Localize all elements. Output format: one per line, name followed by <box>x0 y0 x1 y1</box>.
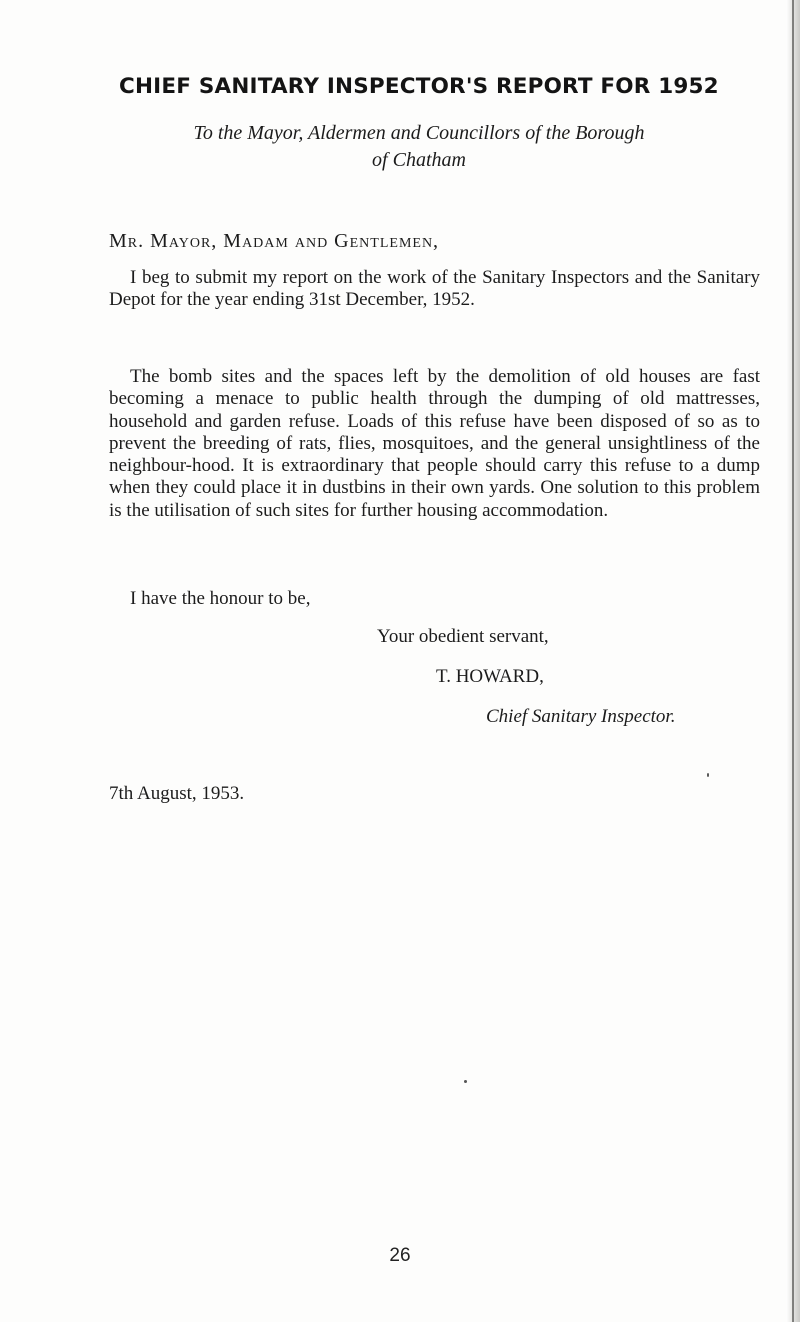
paper-speck <box>707 773 709 777</box>
address-block <box>100 120 738 174</box>
paragraph-bomb-sites: The bomb sites and the spaces left by the demolition of old houses are fast becoming a menace to public health through the dumping of old mattresses, household and garden refuse. Loads of this refuse have been disposed of so as to prevent the breeding of rats, flies, mosquitoes, and the general unsightliness of the neighbour-hood. It is extraordinary that people should carry this refuse to a dump when they could place it in dustbins in their own yards. One solution to this problem is the utilisation of such sites for further housing accommodation. <box>109 366 760 521</box>
signer-title: Chief Sanitary Inspector. <box>486 706 676 727</box>
address-line-2: of Chatham <box>372 149 466 171</box>
closing-line: I have the honour to be, <box>130 588 311 609</box>
paragraph-submission: I beg to submit my report on the work of the Sanitary Inspectors and the Sanitary Depot for the year ending 31st December, 1952. <box>109 267 760 311</box>
page-edge-line <box>792 0 794 1322</box>
report-heading: CHIEF SANITARY INSPECTOR'S REPORT FOR 1952 <box>119 74 719 99</box>
paper-speck <box>464 1080 467 1083</box>
signer-name: T. HOWARD, <box>436 666 544 687</box>
page-number: 26 <box>389 1245 411 1266</box>
address-line-1: To the Mayor, Aldermen and Councillors of the Borough <box>193 122 645 144</box>
report-date: 7th August, 1953. <box>109 783 245 804</box>
valediction: Your obedient servant, <box>377 626 549 647</box>
salutation: Mr. Mayor, Madam and Gentlemen, <box>109 230 440 252</box>
